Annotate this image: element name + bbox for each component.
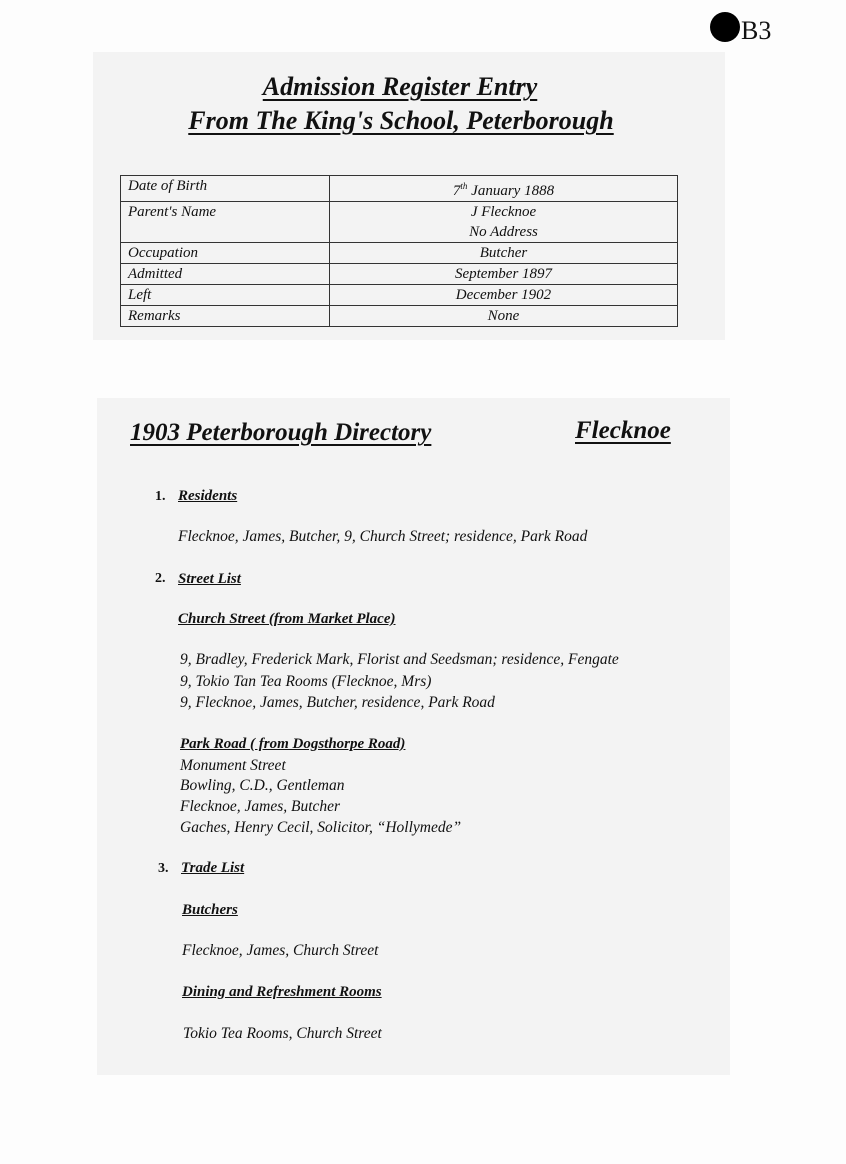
row-label: Date of Birth	[121, 176, 330, 202]
register-title-2: From The King's School, Peterborough	[188, 106, 614, 135]
row-label: Occupation	[121, 243, 330, 264]
church-street-heading: Church Street (from Market Place)	[178, 611, 396, 627]
row-value: 7th January 1888	[330, 176, 678, 202]
row-label: Remarks	[121, 306, 330, 327]
register-title-1: Admission Register Entry	[262, 72, 538, 101]
parent-name: J Flecknoe	[470, 204, 537, 220]
row-value: December 1902	[330, 285, 678, 306]
table-row	[121, 264, 678, 285]
park-road-line: Bowling, C.D., Gentleman	[180, 777, 345, 794]
church-street-line: 9, Bradley, Frederick Mark, Florist and Seedsman; residence, Fengate	[180, 651, 619, 668]
table-row	[121, 306, 678, 327]
row-value: None	[330, 306, 678, 327]
section-number: 3.	[158, 861, 169, 876]
parent-address: No Address	[469, 224, 538, 240]
black-dot-mark	[710, 12, 740, 42]
table-row	[121, 285, 678, 306]
row-value: September 1897	[330, 264, 678, 285]
park-road-line: Gaches, Henry Cecil, Solicitor, “Hollymede”	[180, 819, 462, 836]
row-label: Parent's Name	[121, 202, 330, 243]
page-label: B3	[741, 16, 772, 45]
residents-line: Flecknoe, James, Butcher, 9, Church Street; residence, Park Road	[178, 528, 588, 545]
table-row	[121, 202, 678, 243]
park-road-heading: Park Road ( from Dogsthorpe Road)	[180, 736, 406, 752]
butchers-line: Flecknoe, James, Church Street	[182, 942, 379, 959]
register-table	[120, 175, 678, 327]
dining-line: Tokio Tea Rooms, Church Street	[183, 1025, 382, 1042]
directory-title: 1903 Peterborough Directory	[130, 419, 432, 446]
park-road-line: Monument Street	[180, 757, 286, 774]
butchers-heading: Butchers	[182, 902, 238, 918]
section-number: 1.	[155, 489, 166, 504]
dining-heading: Dining and Refreshment Rooms	[182, 984, 382, 1000]
table-row	[121, 243, 678, 264]
row-value: Butcher	[330, 243, 678, 264]
directory-surname: Flecknoe	[575, 417, 671, 444]
row-label: Admitted	[121, 264, 330, 285]
section-heading-trade-list: Trade List	[181, 860, 245, 876]
table-row	[121, 176, 678, 202]
church-street-line: 9, Tokio Tan Tea Rooms (Flecknoe, Mrs)	[180, 673, 432, 690]
church-street-line: 9, Flecknoe, James, Butcher, residence, Park Road	[180, 694, 495, 711]
row-label: Left	[121, 285, 330, 306]
row-value	[330, 202, 678, 243]
section-heading-residents: Residents	[178, 488, 238, 504]
section-number: 2.	[155, 571, 166, 586]
section-heading-street-list: Street List	[178, 571, 241, 587]
park-road-line: Flecknoe, James, Butcher	[180, 798, 341, 815]
